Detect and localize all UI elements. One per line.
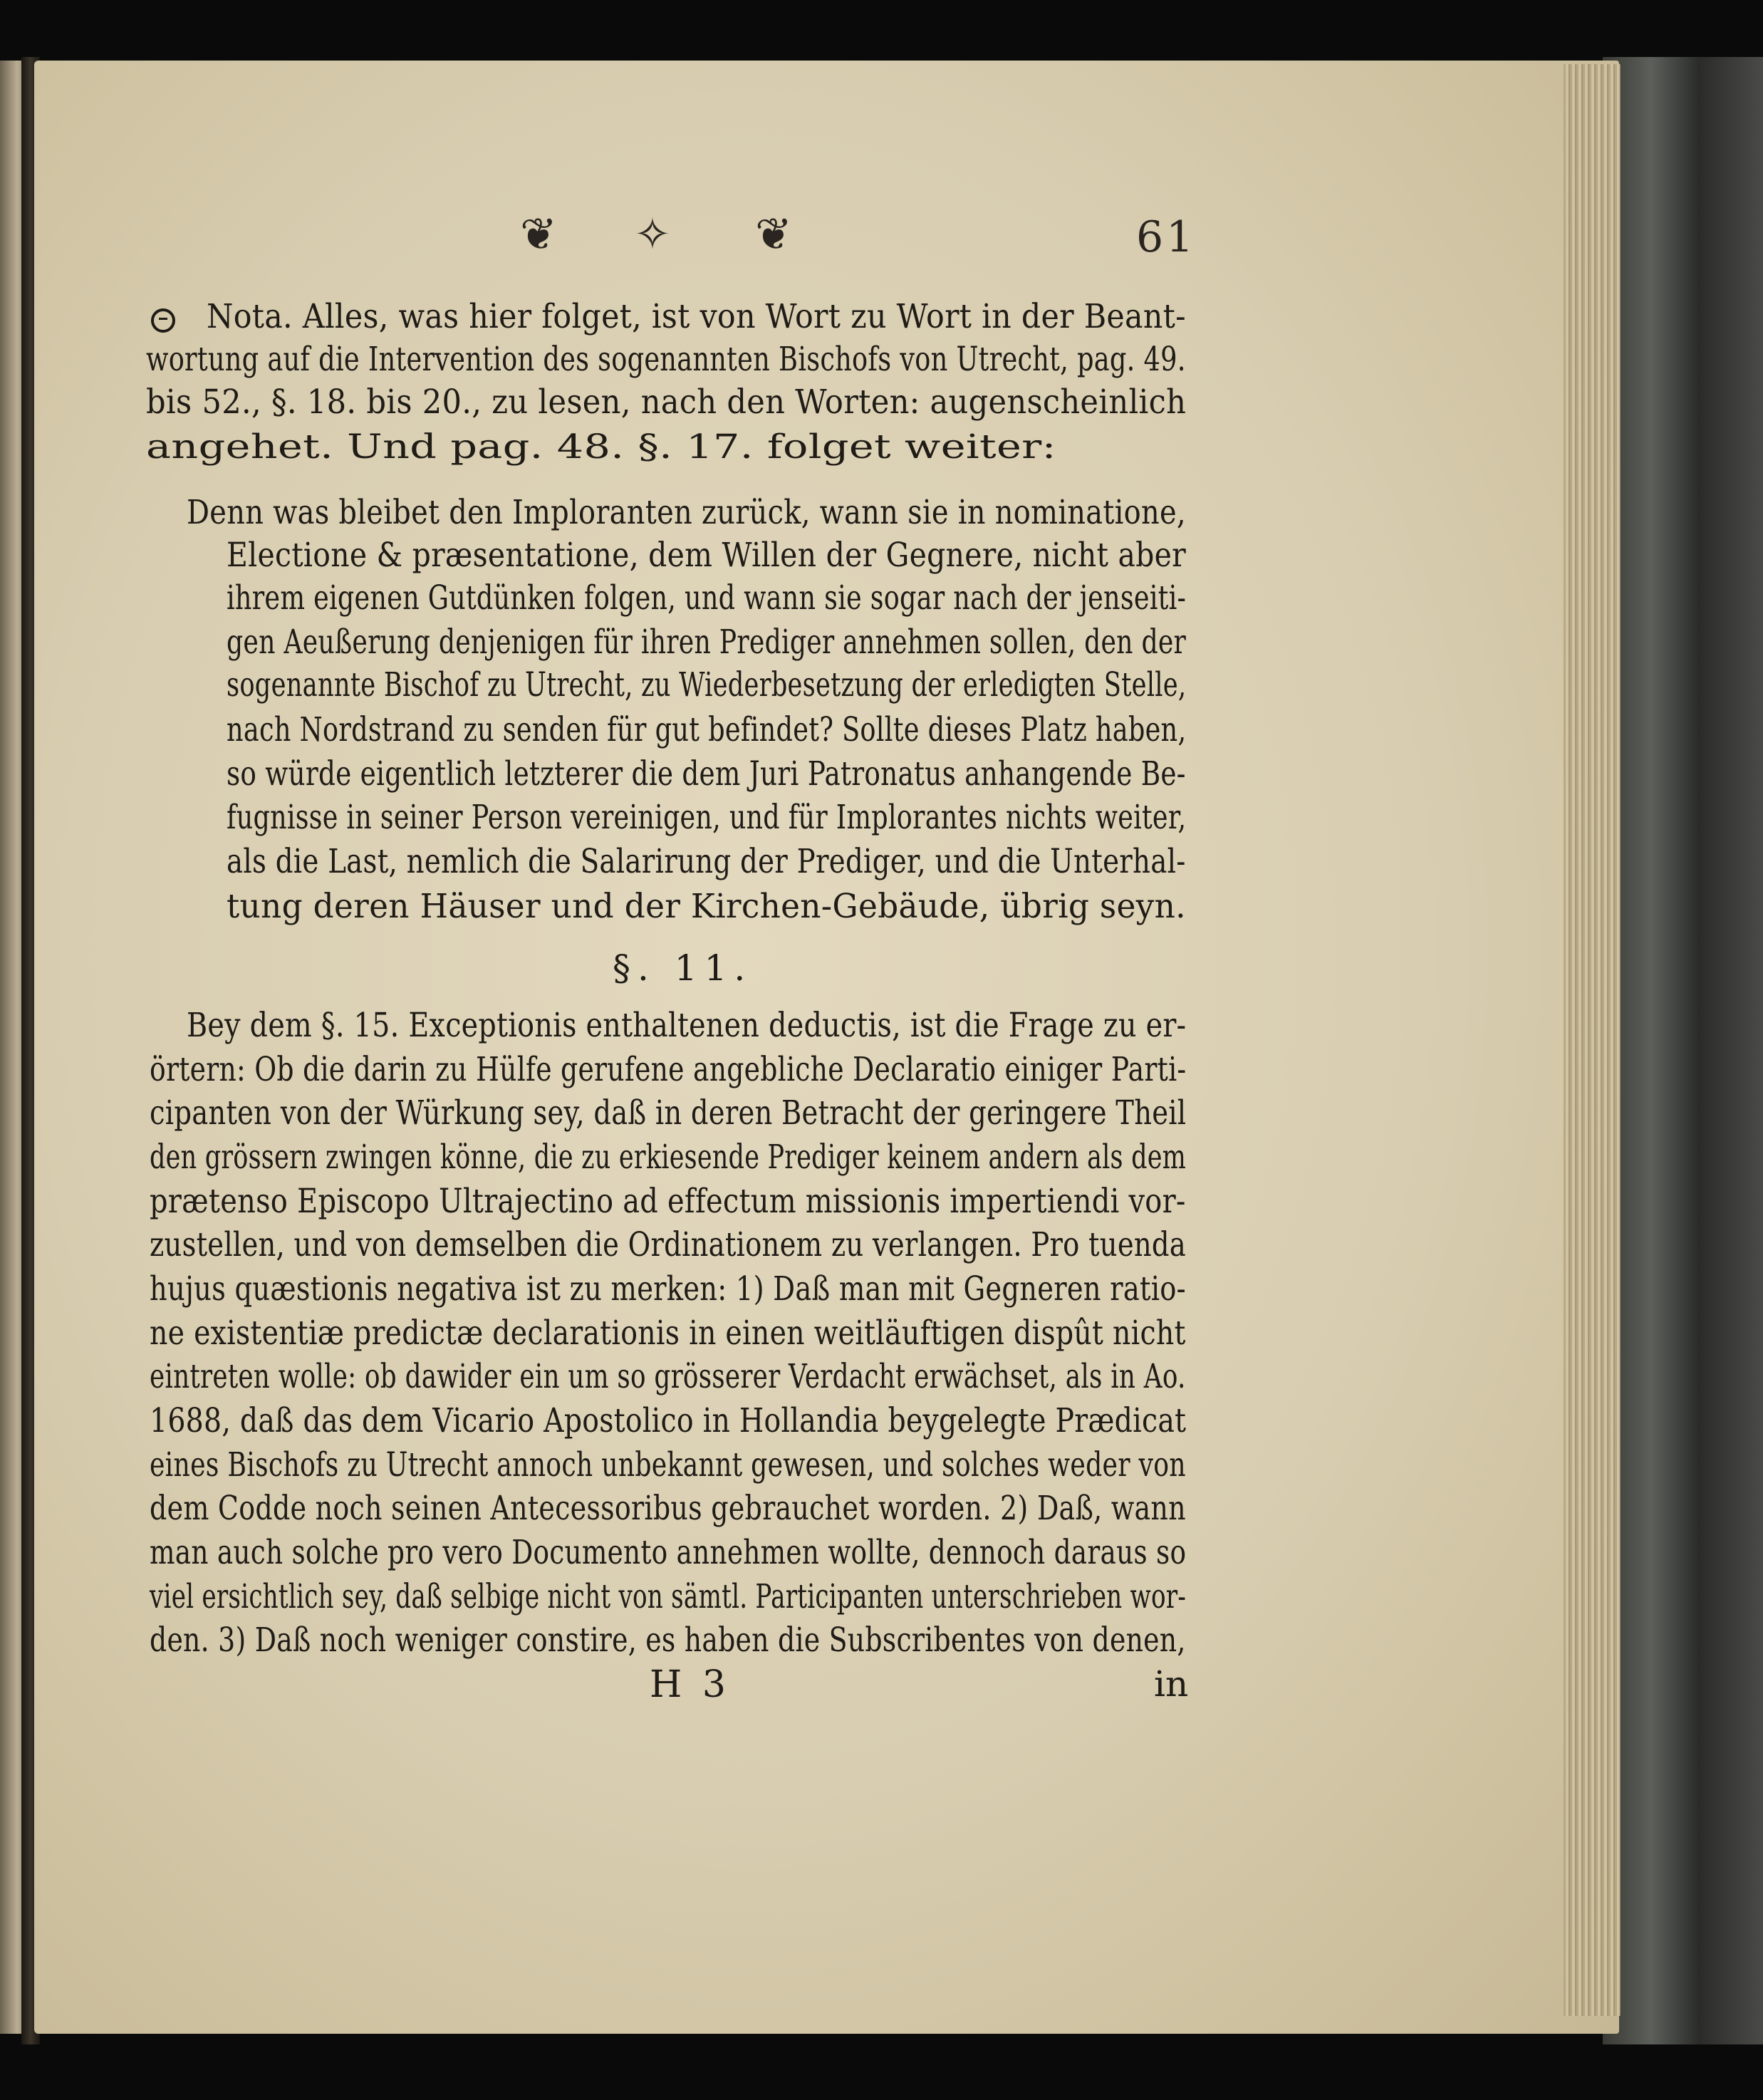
star-ornament: ✧ [634,208,671,260]
quote-line: gen Aeußerung denjenigen für ihren Prediger annehmen sollen, den der [227,623,1187,662]
section-line: viel ersichtlich sey, daß selbige nicht von sämtl. Participanten unterschrieben wor- [150,1577,1187,1616]
quote-line: Electione & præsentatione, dem Willen der Gegnere, nicht aber [227,536,1186,575]
section-line: zustellen, und von demselben die Ordinationem zu verlangen. Pro tuenda [150,1225,1186,1264]
section-line: hujus quæstionis negativa ist zu merken: 1) Daß man mit Gegneren ratio- [150,1269,1186,1309]
quote-line: so würde eigentlich letzterer die dem Juri Patronatus anhangende Be- [227,754,1186,794]
note-line: wortung auf die Intervention des sogenannten Bischofs von Utrecht, pag. 49. [146,340,1186,379]
quote-line: tung deren Häuser und der Kirchen-Gebäude, übrig seyn. [227,887,1186,926]
note-line: Nota. Alles, was hier folget, ist von Wort zu Wort in der Beant- [207,297,1186,336]
quote-line: sogenannte Bischof zu Utrecht, zu Wiederbesetzung der erledigten Stelle, [227,665,1187,705]
section-line: den. 3) Daß noch weniger constire, es haben die Subscribentes von denen, [150,1621,1186,1660]
section-line: cipanten von der Würkung sey, daß in deren Betracht der geringere Theil [150,1093,1187,1133]
page-number: 61 [1136,212,1197,262]
section-line: Bey dem §. 15. Exceptionis enthaltenen deductis, ist die Frage zu er- [187,1006,1187,1045]
quote-line: als die Last, nemlich die Salarirung der Prediger, und die Unterhal- [227,842,1186,881]
fleuron-ornament-left: ❦ [520,208,557,260]
fleuron-ornament-right: ❦ [755,208,792,260]
page-stack-edge [1564,64,1621,2016]
section-line: ne existentiæ predictæ declarationis in einen weitläuftigen dispût nicht [150,1314,1186,1353]
book-cover-edge [1603,57,1763,2044]
quote-line: Denn was bleibet den Imploranten zurück, wann sie in nominatione, [187,493,1186,532]
note-line: bis 52., §. 18. bis 20., zu lesen, nach den Worten: augenscheinlich [146,383,1187,422]
section-line: eines Bischofs zu Utrecht annoch unbekannt gewesen, und solches weder von [150,1445,1186,1485]
section-line: prætenso Episcopo Ultrajectino ad effectum missionis impertiendi vor- [150,1182,1186,1221]
section-line: 1688, daß das dem Vicario Apostolico in Hollandia beygelegte Prædicat [150,1401,1187,1440]
quote-line: ihrem eigenen Gutdünken folgen, und wann sie sogar nach der jenseiti- [227,578,1187,618]
quote-line: fugnisse in seiner Person vereinigen, und für Implorantes nichts weiter, [227,798,1187,837]
section-line: örtern: Ob die darin zu Hülfe gerufene angebliche Declaratio einiger Parti- [150,1050,1187,1089]
section-line: den grössern zwingen könne, die zu erkiesende Prediger keinem andern als dem [150,1138,1187,1177]
section-line: eintreten wolle: ob dawider ein um so grösserer Verdacht erwächset, als in Ao. [150,1357,1186,1396]
section-heading: §. 11. [613,947,753,989]
signature-mark: H 3 [650,1663,730,1706]
page-header [499,207,1197,271]
quote-line: nach Nordstrand zu senden für gut befindet? Sollte dieses Platz haben, [227,710,1187,749]
note-line: angehet. Und pag. 48. §. 17. folget weiter: [146,427,1056,467]
section-line: man auch solche pro vero Documento annehmen wollte, dennoch daraus so [150,1533,1187,1572]
catchword: in [1154,1663,1189,1705]
section-line: dem Codde noch seinen Antecessoribus gebrauchet worden. 2) Daß, wann [150,1489,1186,1528]
note-marker-icon [151,308,175,333]
